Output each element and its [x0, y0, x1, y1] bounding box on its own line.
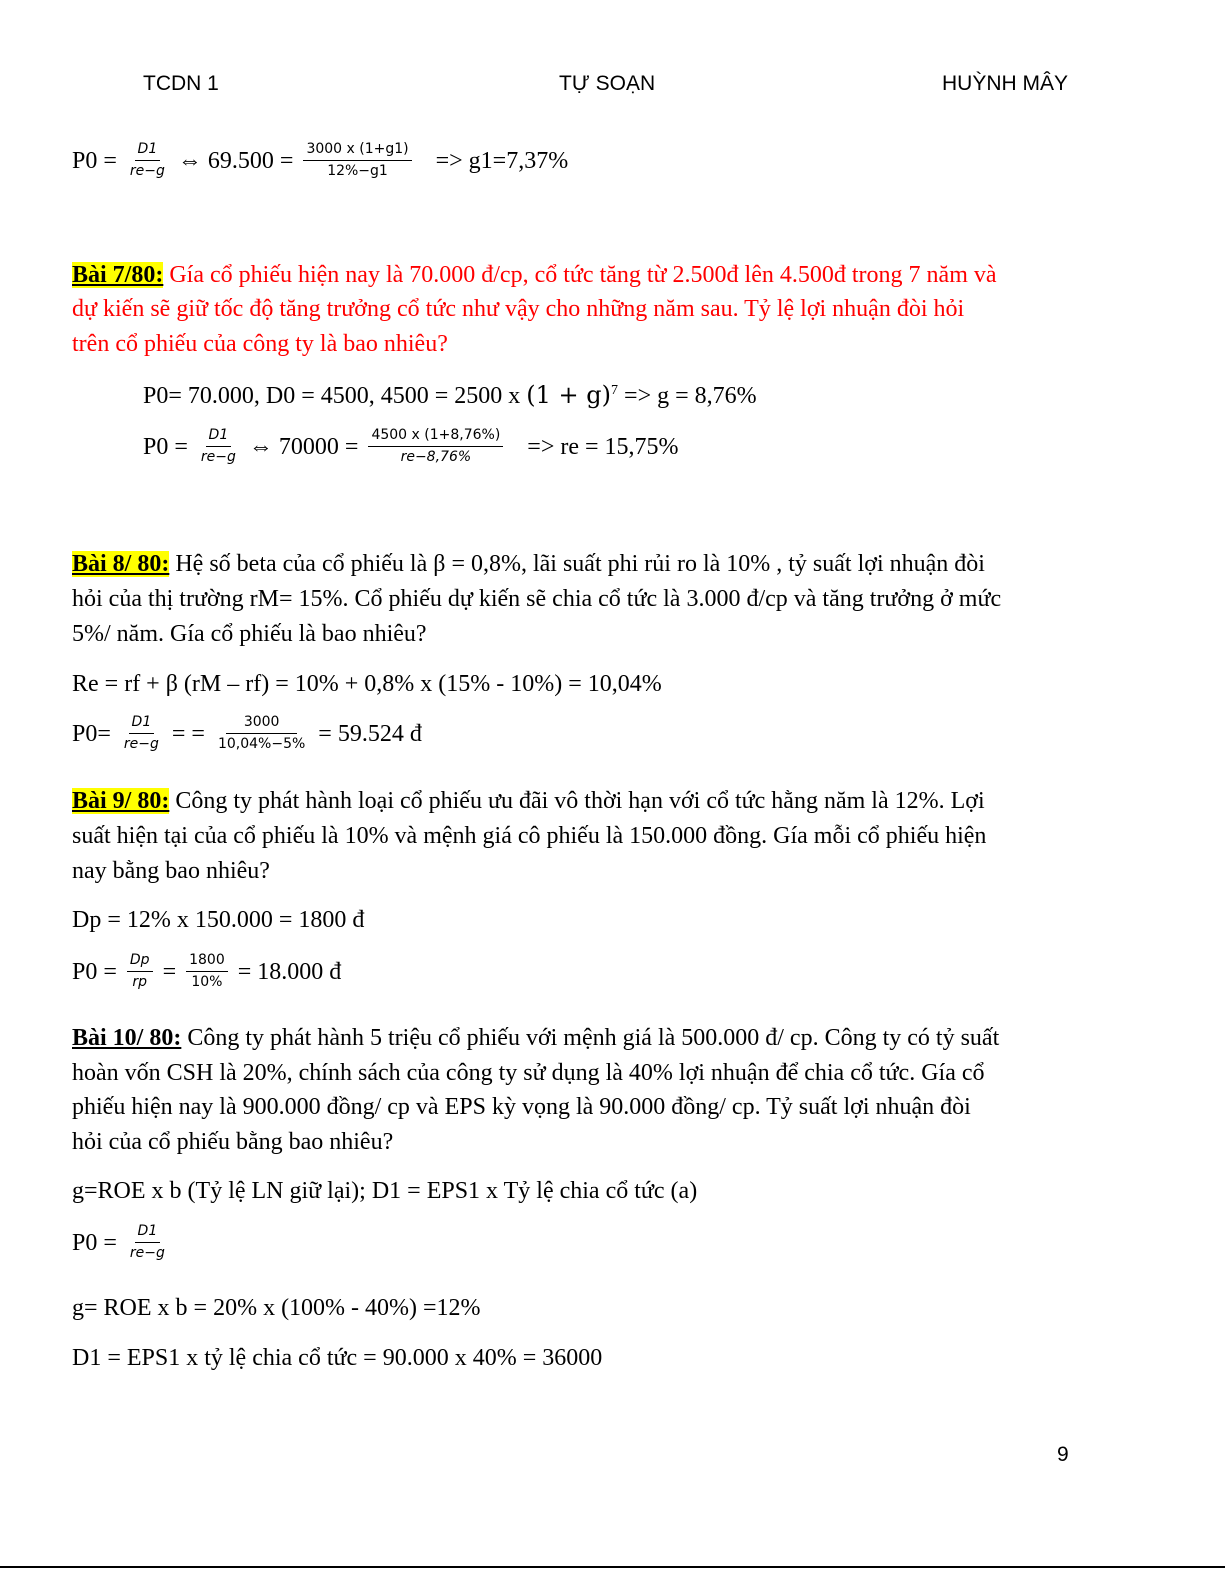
bai10-title: Bài 10/ 80: — [72, 1025, 182, 1051]
fraction: $\frac{D1}{re-g}$ — [200, 427, 236, 465]
header-right: HUỲNH MÂY — [942, 72, 1069, 95]
bai7-eq2: P0 = $\frac{D1}{re-g}$ ⇔ 70000 = $\frac{4500 x (1+8,76\%)}{re-8,76\%}$ => re = 15,75% — [143, 427, 679, 465]
bai9-line2: suất hiện tại của cổ phiếu là 10% và mệnh giá cô phiếu là 150.000 đồng. Gía mỗi cổ phiếu hiện — [72, 823, 987, 849]
bai8-eq1: Re = rf + β (rM – rf) = 10% + 0,8% x (15% - 10%) = 10,04% — [72, 671, 662, 697]
formula-result: => g1=7,37% — [435, 148, 569, 175]
fraction: $\frac{3000 x (1+g1)}{12\%-g1}$ — [303, 141, 411, 180]
fraction: $\frac{3000}{10,04\%-5\%}$ — [217, 714, 306, 752]
bai10-eq2: P0 = $\frac{D1}{re-g}$ — [72, 1225, 172, 1264]
fraction: $\frac{Dp}{rp}$ — [127, 952, 153, 991]
bai8-line3: 5%/ năm. Gía cổ phiếu là bao nhiêu? — [72, 621, 427, 647]
bai7-line1: Bài 7/80: Gía cổ phiếu hiện nay là 70.000 đ/cp, cổ tức tăng từ 2.500đ lên 4.500đ trong 7 năm và — [72, 262, 997, 288]
bai8-eq2: P0= $\frac{D1}{re-g}$ = = $\frac{3000}{10,04\%-5\%}$ = 59.524 đ — [72, 714, 422, 752]
bai9-line3: nay bằng bao nhiêu? — [72, 858, 270, 884]
bai10-line4: hỏi của cổ phiếu bằng bao nhiêu? — [72, 1129, 394, 1155]
bai8-line1: Bài 8/ 80: Hệ số beta của cổ phiếu là β = 0,8%, lãi suất phi rủi ro là 10% , tỷ suất lợi nhuận đòi — [72, 551, 985, 577]
formula-lhs: P0 = — [72, 148, 117, 175]
bai7-title: Bài 7/80: — [72, 262, 164, 288]
fraction: $\frac{D1}{re-g}$ — [129, 1223, 165, 1261]
bai8-title: Bài 8/ 80: — [72, 551, 170, 577]
formula-iff: ⇔ 69.500 = — [177, 148, 294, 175]
top-formula — [72, 143, 568, 182]
bai7-line2: dự kiến sẽ giữ tốc độ tăng trưởng cổ tức như vậy cho những năm sau. Tỷ lệ lợi nhuận đòi hỏi — [72, 296, 965, 322]
header-center: TỰ SOẠN — [559, 72, 656, 95]
bai10-eq4: D1 = EPS1 x tỷ lệ chia cổ tức = 90.000 x 40% = 36000 — [72, 1345, 603, 1371]
bottom-rule — [0, 1566, 1225, 1568]
bai10-line3: phiếu hiện nay là 900.000 đồng/ cp và EPS kỳ vọng là 90.000 đồng/ cp. Tỷ suất lợi nhuận đòi — [72, 1094, 971, 1120]
bai9-eq1: Dp = 12% x 150.000 = 1800 đ — [72, 907, 365, 933]
bai10-line1: Bài 10/ 80: Công ty phát hành 5 triệu cổ phiếu với mệnh giá là 500.000 đ/ cp. Công ty có tỷ suất — [72, 1025, 1000, 1051]
bai9-eq2: P0 = $\frac{Dp}{rp}$ = $\frac{1800}{10\%}$ = 18.000 đ — [72, 952, 342, 990]
fraction: $\frac{1800}{10\%}$ — [186, 952, 228, 991]
bai7-eq1: P0= 70.000, D0 = 4500, 4500 = 2500 x $(1 + g)^7 => g = 8,76\%$ — [143, 381, 757, 409]
bai9-line1: Bài 9/ 80: Công ty phát hành loại cổ phiếu ưu đãi vô thời hạn với cổ tức hằng năm là 12%. Lợi — [72, 788, 985, 814]
fraction: $\frac{4500 x (1+8,76\%)}{re-8,76\%}$ — [368, 427, 503, 466]
bai10-eq1: g=ROE x b (Tỷ lệ LN giữ lại); D1 = EPS1 x Tỷ lệ chia cổ tức (a) — [72, 1178, 698, 1204]
header-left: TCDN 1 — [143, 72, 219, 95]
fraction: $\frac{D1}{re-g}$ — [129, 141, 165, 179]
fraction: $\frac{D1}{re-g}$ — [123, 714, 159, 752]
bai10-line2: hoàn vốn CSH là 20%, chính sách của công ty sử dụng là 40% lợi nhuận để chia cổ tức. Gía cổ — [72, 1060, 985, 1086]
bai9-title: Bài 9/ 80: — [72, 788, 170, 814]
bai10-eq3: g= ROE x b = 20% x (100% - 40%) =12% — [72, 1295, 481, 1321]
page-number: 9 — [1057, 1443, 1069, 1466]
bai8-line2: hỏi của thị trường rM= 15%. Cổ phiếu dự kiến sẽ chia cổ tức là 3.000 đ/cp và tăng trưởng ở mức — [72, 586, 1002, 612]
bai7-line3: trên cổ phiếu của công ty là bao nhiêu? — [72, 331, 448, 357]
